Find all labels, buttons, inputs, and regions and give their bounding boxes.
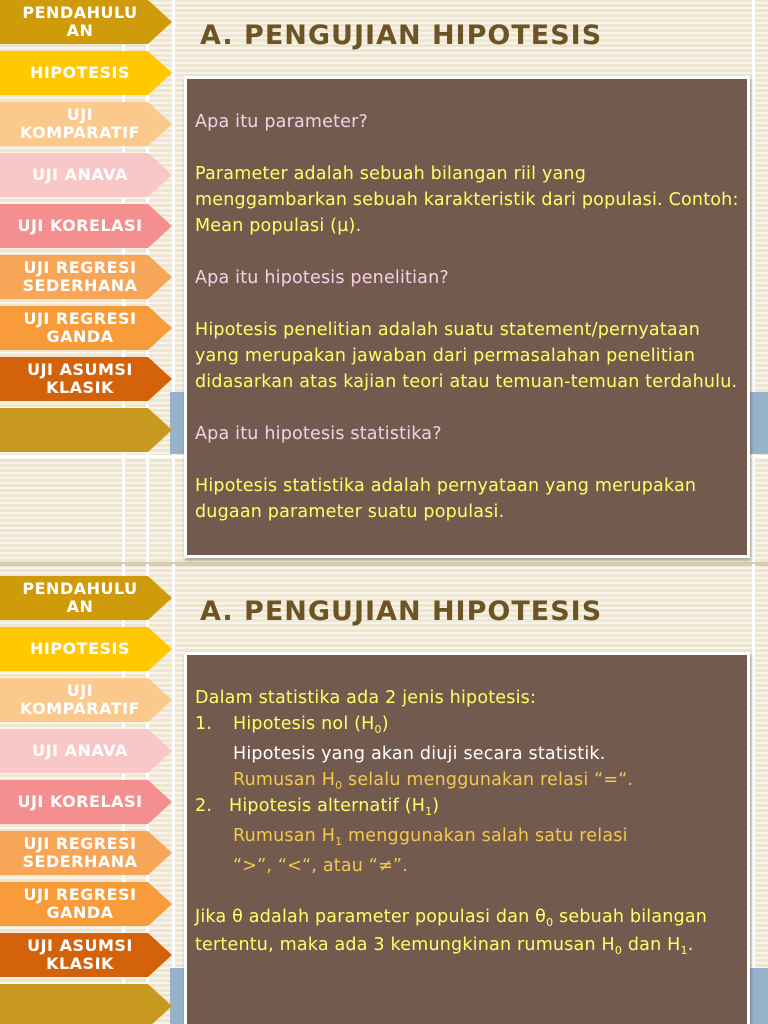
hipotesis-alternatif-relations: “>”, “<“, atau “≠”.	[233, 856, 408, 876]
nav-arrow-shape	[0, 984, 172, 1024]
nav-item-label: KLASIK	[46, 954, 114, 973]
content-box	[184, 76, 750, 558]
decor-vline	[172, 564, 175, 1024]
nav-item-label: PENDAHULU	[22, 579, 138, 598]
nav-item-blank[interactable]	[0, 984, 172, 1024]
nav-item-uji-komparatif[interactable]	[0, 102, 172, 146]
nav-item-label: GANDA	[46, 327, 114, 346]
nav-item-label: UJI	[66, 681, 94, 700]
decor-vline	[172, 0, 175, 564]
question-hipotesis-penelitian: Apa itu hipotesis penelitian?	[195, 268, 449, 288]
hipotesis-nol-rule: Rumusan $H_0$ selalu menggunakan relasi “=“.	[233, 770, 634, 792]
nav-item-uji-anava[interactable]	[0, 729, 172, 773]
nav-item-uji-asumsi-klasik[interactable]	[0, 933, 172, 977]
nav-item-label: UJI REGRESI	[23, 885, 137, 904]
nav-item-hipotesis[interactable]	[0, 51, 172, 95]
nav-item-label: UJI REGRESI	[23, 258, 137, 277]
nav-item-label: KOMPARATIF	[19, 699, 141, 718]
nav-item-label: AN	[66, 21, 94, 40]
nav-item-uji-korelasi[interactable]	[0, 780, 172, 824]
page-title: A. PENGUJIAN HIPOTESIS	[200, 596, 603, 627]
nav-item-uji-regresi-ganda[interactable]	[0, 306, 172, 350]
nav-item-pendahuluan[interactable]	[0, 0, 172, 44]
content-box	[184, 652, 750, 1024]
nav-item-uji-komparatif[interactable]	[0, 678, 172, 722]
nav-item-label: UJI REGRESI	[23, 834, 137, 853]
nav-arrow-shape	[0, 408, 172, 452]
answer-hipotesis-penelitian: Hipotesis penelitian adalah suatu statement/pernyataan yang merupakan jawaban dari permasalahan penelitian didasarkan atas kajian teori atau temuan-temuan terdahulu.	[195, 320, 738, 392]
decor-vline	[752, 0, 755, 564]
nav-item-label: UJI ASUMSI	[27, 936, 133, 955]
nav-item-uji-anava[interactable]	[0, 153, 172, 197]
nav-item-label: HIPOTESIS	[29, 639, 130, 658]
nav-item-label: AN	[66, 597, 94, 616]
nav-item-uji-regresi-ganda[interactable]	[0, 882, 172, 926]
question-parameter: Apa itu parameter?	[195, 112, 369, 132]
nav-item-label: KLASIK	[46, 378, 114, 397]
nav-item-label: UJI ANAVA	[32, 741, 128, 760]
parameter-paragraph: Jika θ adalah parameter populasi dan $\theta_0$ sebuah bilangan tertentu, maka ada 3 kemungkinan rumusan $H_0$ dan $H_1$.	[195, 907, 708, 957]
nav-item-label: UJI ASUMSI	[27, 360, 133, 379]
nav-item-uji-korelasi[interactable]	[0, 204, 172, 248]
nav-item-label: SEDERHANA	[22, 852, 138, 871]
nav-item-label: UJI ANAVA	[32, 165, 128, 184]
hipotesis-nol-desc: Hipotesis yang akan diuji secara statistik.	[233, 744, 606, 764]
page-title: A. PENGUJIAN HIPOTESIS	[200, 20, 603, 51]
intro-text: Dalam statistika ada 2 jenis hipotesis:	[195, 688, 537, 708]
nav-item-label: HIPOTESIS	[29, 63, 130, 82]
hipotesis-alternatif-rule: Rumusan $H_1$ menggunakan salah satu relasi	[233, 826, 628, 848]
answer-parameter: Parameter adalah sebuah bilangan riil yang menggambarkan sebuah karakteristik dari populasi. Contoh: Mean populasi (µ).	[195, 164, 739, 236]
nav-item-label: PENDAHULU	[22, 3, 138, 22]
nav-item-label: UJI	[66, 105, 94, 124]
nav-item-uji-regresi-sederhana[interactable]	[0, 255, 172, 299]
nav-item-label: UJI KORELASI	[17, 792, 143, 811]
nav-item-pendahuluan[interactable]	[0, 576, 172, 620]
nav-item-label: SEDERHANA	[22, 276, 138, 295]
decor-vline	[752, 564, 755, 1024]
nav-item-label: GANDA	[46, 903, 114, 922]
nav-item-uji-regresi-sederhana[interactable]	[0, 831, 172, 875]
nav-item-label: UJI KORELASI	[17, 216, 143, 235]
answer-hipotesis-statistika: Hipotesis statistika adalah pernyataan yang merupakan dugaan parameter suatu populasi.	[195, 476, 697, 522]
nav-item-label: UJI REGRESI	[23, 309, 137, 328]
nav-item-hipotesis[interactable]	[0, 627, 172, 671]
question-hipotesis-statistika: Apa itu hipotesis statistika?	[195, 424, 442, 444]
nav-item-uji-asumsi-klasik[interactable]	[0, 357, 172, 401]
list-item-hipotesis-nol: 1. Hipotesis nol $(H_0)$	[195, 714, 389, 736]
list-item-hipotesis-alternatif: 2. Hipotesis alternatif $(H_1)$	[195, 796, 440, 818]
nav-item-label: KOMPARATIF	[19, 123, 141, 142]
nav-item-blank[interactable]	[0, 408, 172, 452]
slide-2	[0, 564, 768, 1024]
